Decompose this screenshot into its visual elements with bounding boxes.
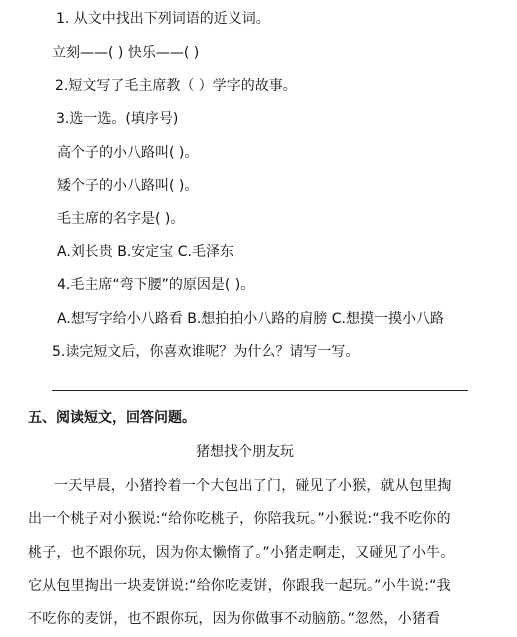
story-title: 猪想找个朋友玩 xyxy=(196,444,294,460)
story-line: 一天早晨，小猪拎着一个大包出了门，碰见了小猴，就从包里掏 xyxy=(54,478,452,494)
question-1-word-pairs: 立刻——( ) 快乐——( ) xyxy=(52,45,200,61)
question-3-item-a: 高个子的小八路叫( )。 xyxy=(57,145,199,161)
story-line: 出一个桃子对小猴说:“给你吃桃子，你陪我玩。”小猴说:“我不吃你的 xyxy=(28,511,451,527)
question-3: 3.选一选。(填序号) xyxy=(56,111,179,127)
question-5: 5.读完短文后，你喜欢谁呢？为什么？请写一写。 xyxy=(52,344,360,360)
story-line: 桃子，也不跟你玩，因为你太懒惰了。”小猪走啊走，又碰见了小牛。 xyxy=(28,545,455,561)
section-5-heading: 五、阅读短文，回答问题。 xyxy=(28,410,196,426)
story-line: 它从包里掏出一块麦饼说:“给你吃麦饼，你跟我一起玩。”小牛说:“我 xyxy=(28,578,451,594)
question-3-item-c: 毛主席的名字是( )。 xyxy=(57,211,185,227)
question-1: 1. 从文中找出下列词语的近义词。 xyxy=(56,11,270,27)
story-line: 不吃你的麦饼，也不跟你玩，因为你做事不动脑筋。”忽然，小猪看 xyxy=(28,611,441,627)
question-4: 4.毛主席“弯下腰”的原因是( )。 xyxy=(57,277,255,293)
question-3-options: A.刘长贵 B.安定宝 C.毛泽东 xyxy=(57,244,234,260)
question-3-item-b: 矮个子的小八路叫( )。 xyxy=(57,178,199,194)
divider-rule xyxy=(52,390,468,391)
question-4-options: A.想写字给小八路看 B.想拍拍小八路的肩膀 C.想摸一摸小八路 xyxy=(57,311,444,327)
question-2: 2.短文写了毛主席教（ ）学字的故事。 xyxy=(55,78,297,94)
